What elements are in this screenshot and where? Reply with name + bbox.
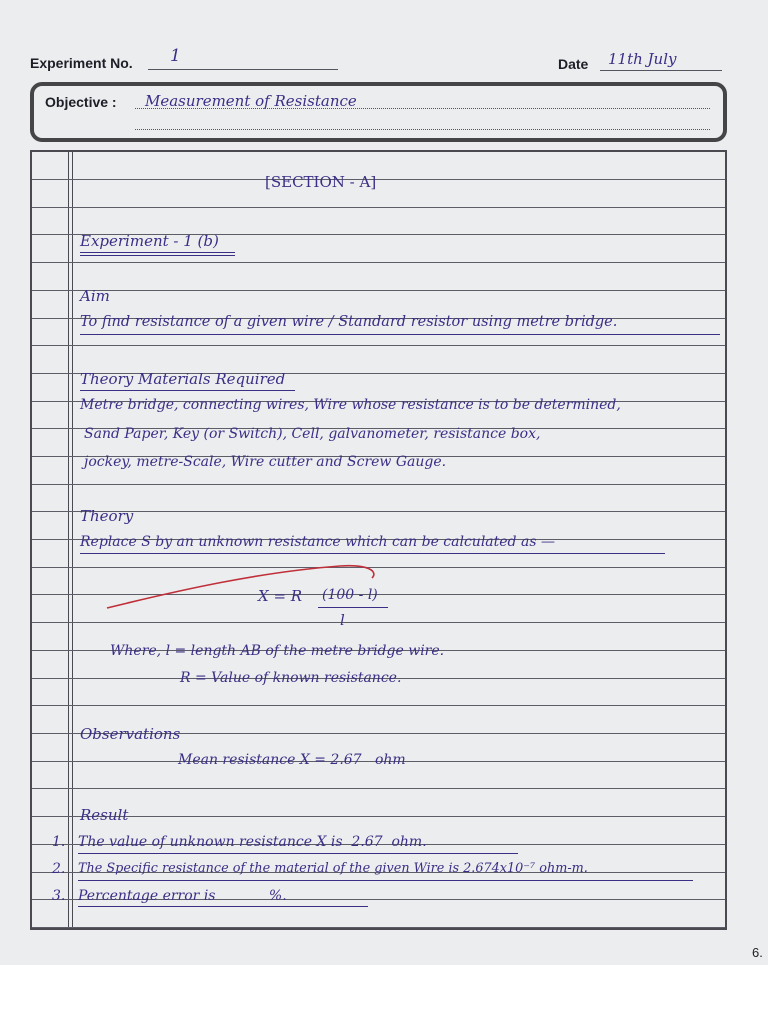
objective-value: Measurement of Resistance <box>145 92 357 110</box>
result-number-2: 2. <box>52 861 66 877</box>
materials-heading: Theory Materials Required <box>80 370 286 388</box>
result-text-2: The Specific resistance of the material of the given Wire is 2.674x10⁻⁷ ohm-m. <box>78 861 588 876</box>
objective-label: Objective : <box>45 94 117 110</box>
experiment-label: Experiment No. <box>30 55 133 71</box>
result-heading: Result <box>80 806 129 824</box>
mean-resistance-line: Mean resistance X = 2.67 ohm <box>178 752 406 768</box>
result-text-3: Percentage error is %. <box>78 888 287 904</box>
result-text-1: The value of unknown resistance X is 2.67 ohm. <box>78 834 427 850</box>
experiment-number: 1 <box>170 46 181 66</box>
aim-text: To find resistance of a given wire / Standard resistor using metre bridge. <box>80 314 618 330</box>
theory-heading: Theory <box>80 507 134 525</box>
experiment-title: Experiment - 1 (b) <box>80 232 219 250</box>
formula-fraction-bar <box>318 607 388 608</box>
aim-heading: Aim <box>80 287 110 305</box>
formula-numerator: (100 - l) <box>322 587 378 603</box>
formula-lhs: X = R <box>258 587 303 605</box>
result-number-3: 3. <box>52 888 66 904</box>
r-line: R = Value of known resistance. <box>180 670 402 686</box>
section-heading: [SECTION - A] <box>265 173 377 191</box>
observations-heading: Observations <box>80 725 181 743</box>
date-value: 11th July <box>608 50 677 68</box>
result-underline-1 <box>78 853 518 854</box>
formula-denominator: l <box>340 611 345 629</box>
materials-line-1: Metre bridge, connecting wires, Wire whose resistance is to be determined, <box>80 397 621 413</box>
materials-line-2: Sand Paper, Key (or Switch), Cell, galvanometer, resistance box, <box>84 426 541 442</box>
materials-line-3: jockey, metre-Scale, Wire cutter and Screw Gauge. <box>84 454 447 470</box>
result-underline-2 <box>78 880 693 881</box>
theory-text: Replace S by an unknown resistance which can be calculated as — <box>80 534 555 550</box>
where-line: Where, l = length AB of the metre bridge wire. <box>110 643 445 659</box>
result-number-1: 1. <box>52 834 66 850</box>
page-number: 6. <box>752 945 763 960</box>
date-label: Date <box>558 56 589 72</box>
result-underline-3 <box>78 906 368 907</box>
